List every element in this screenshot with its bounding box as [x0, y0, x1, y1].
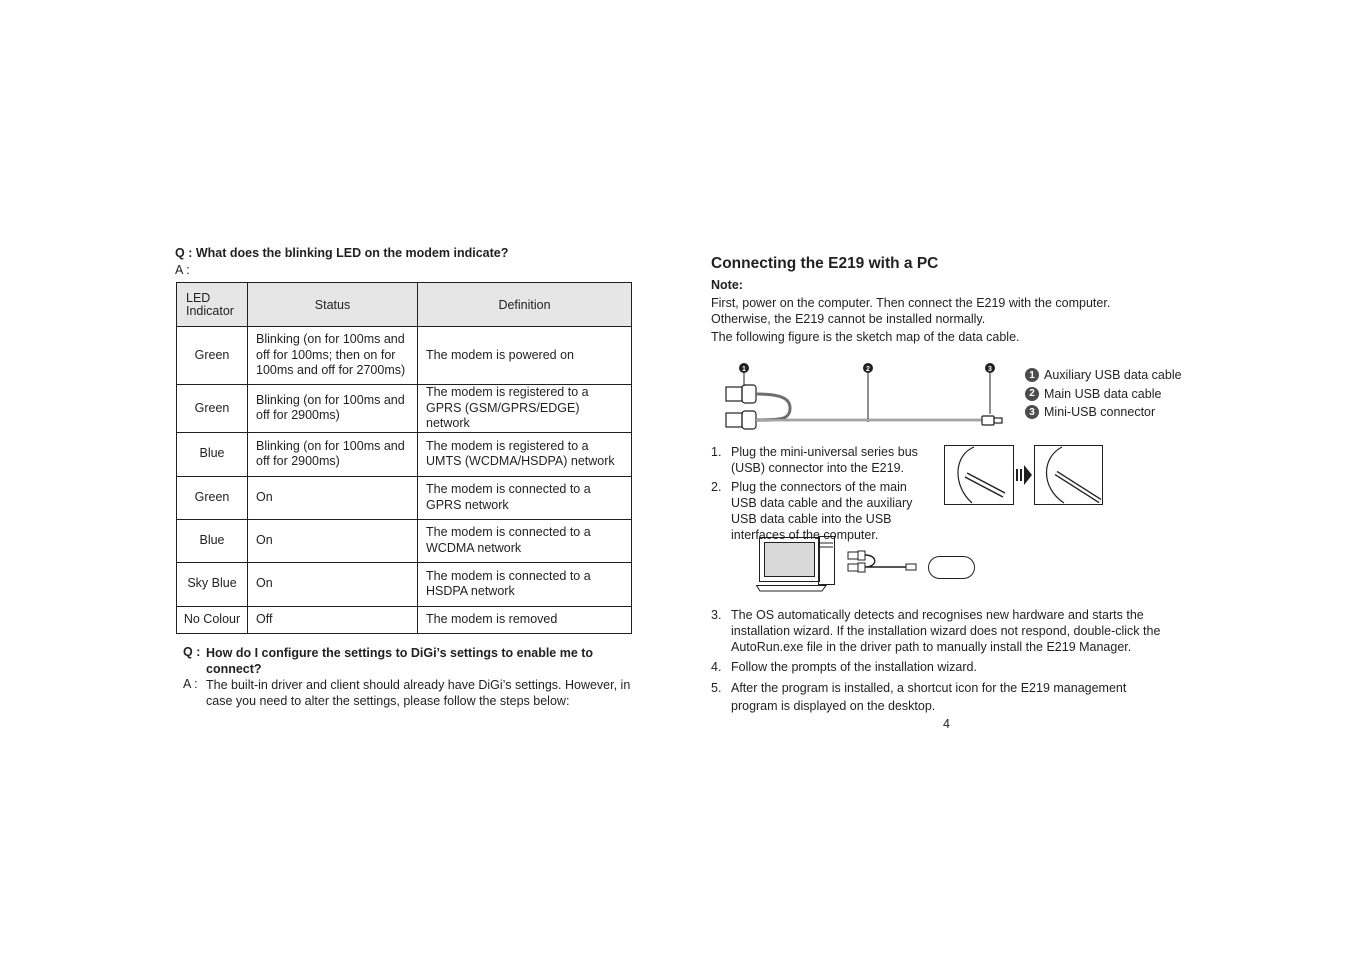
- table-row: [177, 476, 632, 519]
- cell-led: Sky Blue: [177, 562, 248, 606]
- question-2-prefix: Q :: [183, 645, 201, 659]
- answer-2-prefix: A :: [183, 677, 198, 691]
- table-row: [177, 432, 632, 476]
- cell-status: Blinking (on for 100ms and off for 2900ms): [248, 432, 418, 476]
- cell-led: Green: [177, 385, 248, 433]
- arrow-right-icon: [1016, 465, 1032, 485]
- cell-led: Green: [177, 476, 248, 519]
- list-item: [711, 679, 1189, 715]
- header-status: Status: [248, 283, 418, 327]
- table-row: [177, 562, 632, 606]
- cell-definition: The modem is connected to a HSDPA network: [418, 562, 632, 606]
- step-number: 5.: [711, 681, 722, 695]
- cell-led: Blue: [177, 432, 248, 476]
- table-row: [177, 327, 632, 385]
- figure-intro: The following figure is the sketch map of the data cable.: [711, 330, 1020, 344]
- computer-connection-illustration: [756, 535, 978, 597]
- cell-status: On: [248, 476, 418, 519]
- cell-led: Blue: [177, 519, 248, 562]
- table-row: [177, 606, 632, 633]
- question-2: How do I configure the settings to DiGi’s settings to enable me to connect?: [206, 646, 594, 676]
- usb-plug-icon: [848, 551, 865, 572]
- cable-legend: [1025, 366, 1182, 422]
- section-title: Connecting the E219 with a PC: [711, 255, 939, 272]
- list-item: [711, 607, 1189, 655]
- cell-definition: The modem is connected to a GPRS network: [418, 476, 632, 519]
- qa-configure-settings: [183, 645, 633, 709]
- cell-led: No Colour: [177, 606, 248, 633]
- cell-status: On: [248, 562, 418, 606]
- cell-status: On: [248, 519, 418, 562]
- plug-mini-usb-illustration: [944, 445, 1104, 506]
- cell-definition: The modem is powered on: [418, 327, 632, 385]
- modem-icon: [929, 557, 975, 579]
- mini-usb-connector-icon: [982, 416, 1002, 425]
- legend-number-icon: 3: [1025, 405, 1039, 419]
- cell-definition: The modem is removed: [418, 606, 632, 633]
- legend-item: [1025, 385, 1182, 404]
- note-text: First, power on the computer. Then connect the E219 with the computer. Otherwise, the E219 cannot be installed normally.: [711, 296, 1111, 326]
- step-text: Plug the connectors of the main USB data cable and the auxiliary USB data cable into the USB interfaces of the computer.: [731, 480, 913, 542]
- cable-marker-2-icon: [863, 363, 873, 373]
- usb-plug-icon: [726, 385, 756, 429]
- table-row: [177, 519, 632, 562]
- cell-definition: The modem is connected to a WCDMA network: [418, 519, 632, 562]
- svg-text:1: 1: [742, 366, 746, 373]
- svg-text:2: 2: [866, 366, 870, 373]
- legend-item: [1025, 403, 1182, 422]
- steps-list-top: [711, 444, 931, 476]
- cell-status: Blinking (on for 100ms and off for 2900ms): [248, 385, 418, 433]
- legend-label: Mini-USB connector: [1044, 405, 1156, 420]
- led-indicator-table: [176, 282, 632, 634]
- step-text: Plug the mini-universal series bus (USB) connector into the E219.: [731, 445, 918, 475]
- cable-marker-3-icon: [985, 363, 995, 373]
- table-row: [177, 385, 632, 433]
- svg-text:3: 3: [988, 366, 992, 373]
- cell-status: Blinking (on for 100ms and off for 100ms; then on for 100ms and off for 2700ms): [248, 327, 418, 385]
- step-text: The OS automatically detects and recognises new hardware and starts the installation wizard. If the installation wizard does not respond, double-click the AutoRun.exe file in the driver path to manually install the E219 Manager.: [731, 608, 1161, 654]
- list-item: [711, 444, 931, 476]
- step-number: 4.: [711, 660, 722, 674]
- legend-number-icon: 2: [1025, 387, 1039, 401]
- legend-label: Main USB data cable: [1044, 386, 1162, 401]
- data-cable-illustration: [720, 358, 1010, 434]
- step-number: 2.: [711, 480, 722, 494]
- question-1: Q : What does the blinking LED on the modem indicate?: [175, 246, 509, 260]
- header-definition: Definition: [418, 283, 632, 327]
- pc-tower-icon: [819, 537, 835, 585]
- cell-status: Off: [248, 606, 418, 633]
- list-item: [711, 659, 1189, 675]
- steps-list-bottom: [711, 607, 1189, 715]
- answer-2: The built-in driver and client should already have DiGi’s settings. However, in case you need to alter the settings, please follow the steps below:: [206, 678, 631, 708]
- header-led-indicator: LED Indicator: [177, 283, 248, 327]
- step-text: After the program is installed, a shortcut icon for the E219 management program is displayed on the desktop.: [731, 681, 1127, 713]
- monitor-icon: [757, 538, 827, 592]
- note-label: Note:: [711, 278, 743, 292]
- cable-marker-1-icon: [739, 363, 749, 373]
- cell-led: Green: [177, 327, 248, 385]
- answer-1-label: A :: [175, 263, 190, 277]
- cell-definition: The modem is registered to a GPRS (GSM/GPRS/EDGE) network: [418, 385, 632, 433]
- cell-definition: The modem is registered to a UMTS (WCDMA/HSDPA) network: [418, 432, 632, 476]
- step-text: Follow the prompts of the installation wizard.: [731, 660, 977, 674]
- legend-item: [1025, 366, 1182, 385]
- table-header-row: [177, 283, 632, 327]
- legend-label: Auxiliary USB data cable: [1044, 368, 1182, 383]
- page-number: 4: [943, 717, 950, 731]
- step-number: 1.: [711, 445, 722, 459]
- legend-number-icon: 1: [1025, 368, 1039, 382]
- step-number: 3.: [711, 608, 722, 622]
